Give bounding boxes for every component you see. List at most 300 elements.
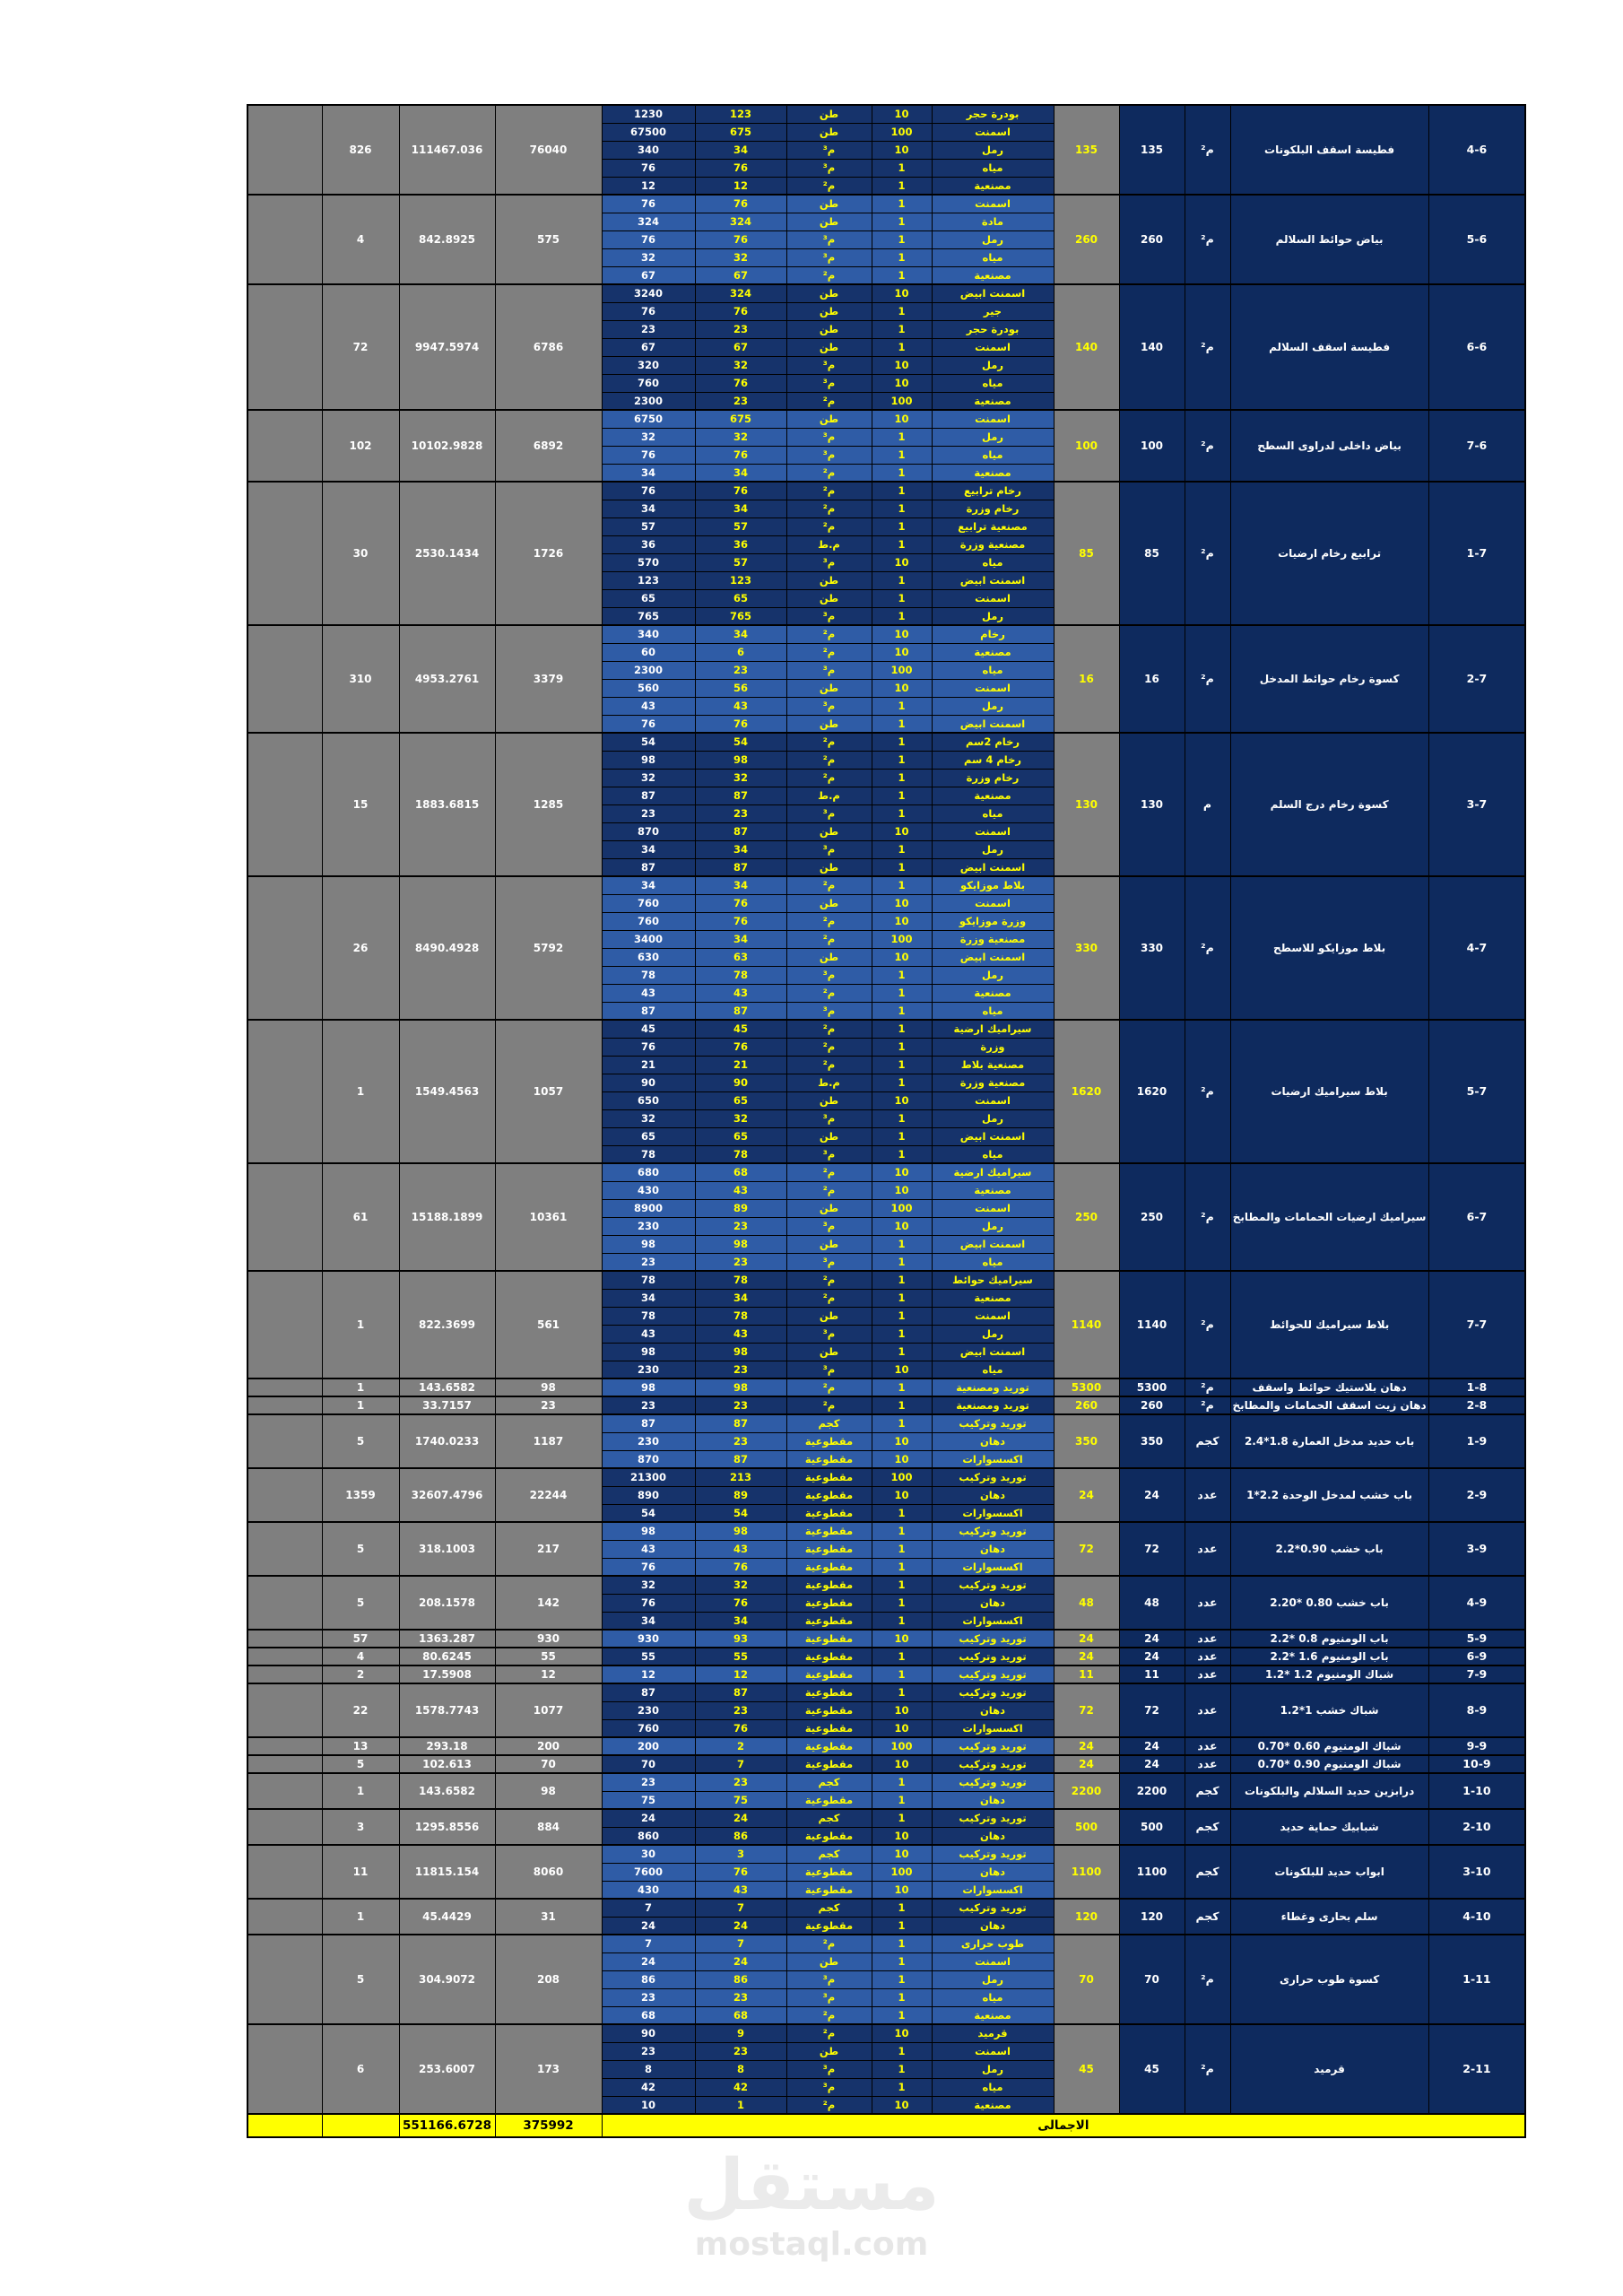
item-id: 8-9	[1428, 1683, 1525, 1737]
watermark-logo: مستقل	[683, 2145, 940, 2226]
sub-material: وزرة	[932, 1038, 1054, 1056]
item-qty-gray: 350	[1054, 1414, 1119, 1468]
group-cost: 143.6582	[399, 1378, 495, 1396]
sub-material: رمل	[932, 1217, 1054, 1235]
watermark-site-url: mostaql.com	[694, 2226, 929, 2263]
boq-row	[247, 1648, 1525, 1665]
sub-factor: 1	[872, 1558, 932, 1576]
item-unit: م²	[1185, 482, 1230, 625]
sub-factor: 10	[872, 374, 932, 392]
boq-row	[247, 1683, 1525, 1701]
sub-factor: 1	[872, 733, 932, 751]
sub-factor: 100	[872, 392, 932, 410]
sub-unit: م³	[786, 446, 872, 464]
sub-material: رمل	[932, 141, 1054, 159]
sub-factor: 1	[872, 2042, 932, 2060]
item-desc: باب خشب لمدخل الوحدة 2.2*1	[1230, 1468, 1428, 1522]
sub-value: 76	[695, 1594, 786, 1612]
group-cost: 111467.036	[399, 105, 495, 195]
item-qty: 260	[1119, 1396, 1185, 1414]
sub-total: 60	[602, 643, 695, 661]
sub-total: 36	[602, 535, 695, 553]
group-count: 5	[322, 1414, 399, 1468]
group-total-qty: 1187	[495, 1414, 602, 1468]
boq-row	[247, 1468, 1525, 1486]
item-unit: عدد	[1185, 1683, 1230, 1737]
sub-factor: 10	[872, 1845, 932, 1863]
sub-unit: مقطوعية	[786, 1630, 872, 1648]
group-empty-cell	[247, 1414, 322, 1468]
sub-total: 67	[602, 338, 695, 356]
sub-material: اسمنت	[932, 1307, 1054, 1325]
item-qty-gray: 16	[1054, 625, 1119, 733]
sub-factor: 1	[872, 858, 932, 876]
sub-value: 123	[695, 571, 786, 589]
sub-unit: مقطوعية	[786, 1881, 872, 1899]
item-qty: 48	[1119, 1576, 1185, 1630]
item-qty: 16	[1119, 625, 1185, 733]
sub-unit: مقطوعية	[786, 1576, 872, 1594]
sub-total: 30	[602, 1845, 695, 1863]
group-cost: 80.6245	[399, 1648, 495, 1665]
sub-total: 12	[602, 1665, 695, 1683]
item-qty: 350	[1119, 1414, 1185, 1468]
item-qty-gray: 260	[1054, 195, 1119, 284]
sub-value: 675	[695, 123, 786, 141]
item-qty-gray: 120	[1054, 1899, 1119, 1935]
sub-material: قرميد	[932, 2024, 1054, 2042]
sub-value: 98	[695, 1343, 786, 1361]
sub-total: 78	[602, 966, 695, 984]
sub-total: 3240	[602, 284, 695, 302]
sub-total: 430	[602, 1881, 695, 1899]
item-desc: باب حديد مدخل العمارة 1.8*2.4	[1230, 1414, 1428, 1468]
group-total-qty: 208	[495, 1935, 602, 2024]
sub-value: 57	[695, 517, 786, 535]
sub-factor: 1	[872, 517, 932, 535]
sub-total: 23	[602, 1253, 695, 1271]
item-id: 2-8	[1428, 1396, 1525, 1414]
sub-total: 24	[602, 1917, 695, 1935]
sub-material: توريد وتركيب	[932, 1414, 1054, 1432]
sub-unit: م³	[786, 966, 872, 984]
sub-value: 23	[695, 1432, 786, 1450]
sub-total: 23	[602, 1988, 695, 2006]
sub-material: رمل	[932, 697, 1054, 715]
group-cost: 15188.1899	[399, 1163, 495, 1271]
sub-factor: 1	[872, 966, 932, 984]
item-qty: 24	[1119, 1737, 1185, 1755]
sub-total: 7600	[602, 1863, 695, 1881]
sub-total: 3400	[602, 930, 695, 948]
sub-value: 87	[695, 858, 786, 876]
item-desc: دهان زيت اسقف الحمامات والمطابخ	[1230, 1396, 1428, 1414]
grand-total-empty-count	[322, 2114, 399, 2137]
sub-factor: 1	[872, 697, 932, 715]
sub-unit: مقطوعية	[786, 1737, 872, 1755]
sub-factor: 1	[872, 1594, 932, 1612]
group-empty-cell	[247, 1630, 322, 1648]
group-total-qty: 5792	[495, 876, 602, 1020]
sub-factor: 1	[872, 769, 932, 787]
group-cost: 102.613	[399, 1755, 495, 1773]
sub-total: 87	[602, 1683, 695, 1701]
sub-unit: م²	[786, 1056, 872, 1074]
sub-material: طوب حرارى	[932, 1935, 1054, 1952]
item-qty: 72	[1119, 1683, 1185, 1737]
item-id: 7-9	[1428, 1665, 1525, 1683]
group-total-qty: 8060	[495, 1845, 602, 1899]
sub-unit: م³	[786, 1109, 872, 1127]
item-unit: م²	[1185, 1271, 1230, 1378]
group-cost: 8490.4928	[399, 876, 495, 1020]
item-desc: دهان بلاستيك حوائط واسقف	[1230, 1378, 1428, 1396]
sub-value: 78	[695, 1145, 786, 1163]
item-desc: كسوة رخام درج السلم	[1230, 733, 1428, 876]
group-cost: 304.9072	[399, 1935, 495, 2024]
sub-unit: طن	[786, 894, 872, 912]
sub-value: 324	[695, 284, 786, 302]
sub-value: 34	[695, 1289, 786, 1307]
sub-value: 76	[695, 1863, 786, 1881]
sub-total: 76	[602, 446, 695, 464]
sub-factor: 10	[872, 1163, 932, 1181]
sub-material: دهان	[932, 1701, 1054, 1719]
sub-factor: 1	[872, 1917, 932, 1935]
group-empty-cell	[247, 1665, 322, 1683]
sub-unit: م²	[786, 266, 872, 284]
sub-unit: م³	[786, 607, 872, 625]
sub-total: 98	[602, 1522, 695, 1540]
group-count: 61	[322, 1163, 399, 1271]
sub-material: وزرة موزايكو	[932, 912, 1054, 930]
sub-unit: طن	[786, 105, 872, 123]
sub-value: 76	[695, 894, 786, 912]
sub-value: 57	[695, 553, 786, 571]
sub-value: 67	[695, 338, 786, 356]
boq-row	[247, 1522, 1525, 1540]
boq-row	[247, 1020, 1525, 1038]
sub-material: مصنعية	[932, 2006, 1054, 2024]
group-cost: 1295.8556	[399, 1809, 495, 1845]
sub-value: 76	[695, 482, 786, 500]
sub-unit: م³	[786, 553, 872, 571]
sub-material: رمل	[932, 1325, 1054, 1343]
sub-factor: 1	[872, 1038, 932, 1056]
sub-factor: 10	[872, 679, 932, 697]
sub-factor: 1	[872, 1648, 932, 1665]
group-empty-cell	[247, 876, 322, 1020]
sub-factor: 10	[872, 1755, 932, 1773]
item-desc: باب الومنيوم 0.8 *2.2	[1230, 1630, 1428, 1648]
grand-total-qty: 375992	[495, 2114, 602, 2137]
sub-total: 43	[602, 697, 695, 715]
sub-factor: 1	[872, 1952, 932, 1970]
sub-material: مياه	[932, 1145, 1054, 1163]
sub-value: 43	[695, 697, 786, 715]
sub-material: مادة	[932, 213, 1054, 230]
item-qty: 1100	[1119, 1845, 1185, 1899]
boq-row	[247, 1378, 1525, 1396]
boq-row	[247, 1845, 1525, 1863]
sub-factor: 10	[872, 284, 932, 302]
boq-row	[247, 1271, 1525, 1289]
sub-material: رخام	[932, 625, 1054, 643]
sub-material: اكسسوارات	[932, 1881, 1054, 1899]
boq-row	[247, 876, 1525, 894]
sub-unit: م.ط	[786, 535, 872, 553]
boq-row	[247, 1163, 1525, 1181]
sub-total: 10	[602, 2096, 695, 2114]
item-qty-gray: 24	[1054, 1648, 1119, 1665]
item-desc: باب خشب 0.80 *2.20	[1230, 1576, 1428, 1630]
sub-value: 12	[695, 1665, 786, 1683]
item-qty-gray: 24	[1054, 1737, 1119, 1755]
sub-total: 860	[602, 1827, 695, 1845]
sub-factor: 1	[872, 1522, 932, 1540]
sub-value: 98	[695, 751, 786, 769]
sub-unit: مقطوعية	[786, 1648, 872, 1665]
sub-material: توريد ومصنعية	[932, 1378, 1054, 1396]
sub-value: 89	[695, 1486, 786, 1504]
sub-factor: 1	[872, 230, 932, 248]
group-empty-cell	[247, 105, 322, 195]
sub-total: 630	[602, 948, 695, 966]
sub-factor: 10	[872, 1881, 932, 1899]
sub-total: 430	[602, 1181, 695, 1199]
item-id: 2-10	[1428, 1809, 1525, 1845]
group-total-qty: 70	[495, 1755, 602, 1773]
sub-factor: 1	[872, 1271, 932, 1289]
group-empty-cell	[247, 284, 322, 410]
sub-unit: مقطوعية	[786, 1863, 872, 1881]
sub-factor: 1	[872, 1504, 932, 1522]
sub-unit: طن	[786, 320, 872, 338]
sub-value: 34	[695, 500, 786, 517]
sub-value: 78	[695, 1307, 786, 1325]
sub-factor: 100	[872, 1863, 932, 1881]
sub-value: 7	[695, 1755, 786, 1773]
item-id: 4-7	[1428, 876, 1525, 1020]
group-count: 1	[322, 1020, 399, 1163]
sub-value: 98	[695, 1522, 786, 1540]
item-qty-gray: 250	[1054, 1163, 1119, 1271]
sub-factor: 100	[872, 123, 932, 141]
sub-factor: 1	[872, 1145, 932, 1163]
sub-material: مصنعية وزرة	[932, 535, 1054, 553]
sub-total: 76	[602, 230, 695, 248]
sub-value: 76	[695, 715, 786, 733]
sub-value: 43	[695, 1325, 786, 1343]
sub-factor: 100	[872, 1468, 932, 1486]
boq-body	[247, 105, 1525, 2137]
sub-unit: طن	[786, 338, 872, 356]
sub-material: بلاط موزايكو	[932, 876, 1054, 894]
sub-total: 65	[602, 589, 695, 607]
sub-unit: م²	[786, 1396, 872, 1414]
sub-value: 23	[695, 661, 786, 679]
boq-row	[247, 1576, 1525, 1594]
group-empty-cell	[247, 1468, 322, 1522]
sub-unit: طن	[786, 1199, 872, 1217]
sub-material: بودرة حجر	[932, 320, 1054, 338]
sub-factor: 1	[872, 1791, 932, 1809]
group-count: 26	[322, 876, 399, 1020]
sub-material: سيراميك ارضية	[932, 1163, 1054, 1181]
sub-unit: كجم	[786, 1899, 872, 1917]
boq-row	[247, 410, 1525, 428]
group-count: 1	[322, 1378, 399, 1396]
sub-material: مصنعية	[932, 1181, 1054, 1199]
item-qty-gray: 1620	[1054, 1020, 1119, 1163]
sub-unit: م²	[786, 392, 872, 410]
group-total-qty: 173	[495, 2024, 602, 2114]
group-empty-cell	[247, 1020, 322, 1163]
sub-value: 24	[695, 1917, 786, 1935]
group-total-qty: 1285	[495, 733, 602, 876]
sub-factor: 100	[872, 1199, 932, 1217]
sub-total: 87	[602, 1002, 695, 1020]
sub-material: دهان	[932, 1594, 1054, 1612]
sub-material: توريد وتركيب	[932, 1809, 1054, 1827]
boq-row	[247, 2024, 1525, 2042]
item-id: 5-9	[1428, 1630, 1525, 1648]
sub-total: 90	[602, 1074, 695, 1091]
boq-row	[247, 195, 1525, 213]
group-count: 30	[322, 482, 399, 625]
item-qty-gray: 72	[1054, 1683, 1119, 1737]
sub-material: اسمنت	[932, 1952, 1054, 1970]
sub-factor: 1	[872, 428, 932, 446]
sub-total: 32	[602, 248, 695, 266]
sub-factor: 1	[872, 1396, 932, 1414]
sub-factor: 1	[872, 1235, 932, 1253]
sub-material: مياه	[932, 1002, 1054, 1020]
sub-unit: م²	[786, 625, 872, 643]
sub-unit: مقطوعية	[786, 1917, 872, 1935]
item-id: 9-9	[1428, 1737, 1525, 1755]
item-id: 1-10	[1428, 1773, 1525, 1809]
item-unit: عدد	[1185, 1630, 1230, 1648]
sub-total: 42	[602, 2078, 695, 2096]
sub-total: 230	[602, 1432, 695, 1450]
sub-value: 23	[695, 1701, 786, 1719]
item-qty-gray: 85	[1054, 482, 1119, 625]
sub-material: سيراميك حوائط	[932, 1271, 1054, 1289]
sub-material: توريد وتركيب	[932, 1630, 1054, 1648]
group-empty-cell	[247, 1773, 322, 1809]
group-total-qty: 884	[495, 1809, 602, 1845]
item-id: 3-7	[1428, 733, 1525, 876]
boq-row	[247, 1773, 1525, 1791]
sub-value: 32	[695, 356, 786, 374]
item-qty: 135	[1119, 105, 1185, 195]
sub-total: 760	[602, 374, 695, 392]
sub-unit: طن	[786, 1307, 872, 1325]
item-qty: 1140	[1119, 1271, 1185, 1378]
item-id: 3-9	[1428, 1522, 1525, 1576]
sub-unit: م³	[786, 697, 872, 715]
item-desc: شباك خشب 1*1.2	[1230, 1683, 1428, 1737]
sub-factor: 10	[872, 1361, 932, 1378]
sub-value: 32	[695, 769, 786, 787]
boq-row	[247, 1809, 1525, 1827]
sub-unit: م³	[786, 1988, 872, 2006]
sub-unit: م³	[786, 230, 872, 248]
sub-unit: طن	[786, 2042, 872, 2060]
sub-value: 43	[695, 1881, 786, 1899]
sub-factor: 10	[872, 1091, 932, 1109]
sub-unit: م³	[786, 1361, 872, 1378]
sub-total: 87	[602, 1414, 695, 1432]
sub-material: رمل	[932, 966, 1054, 984]
sub-factor: 1	[872, 1773, 932, 1791]
sub-total: 870	[602, 822, 695, 840]
sub-value: 76	[695, 1719, 786, 1737]
sub-material: دهان	[932, 1917, 1054, 1935]
group-total-qty: 76040	[495, 105, 602, 195]
item-qty-gray: 45	[1054, 2024, 1119, 2114]
item-unit: م²	[1185, 1935, 1230, 2024]
sub-value: 90	[695, 1074, 786, 1091]
sub-unit: طن	[786, 715, 872, 733]
item-id: 7-6	[1428, 410, 1525, 482]
sub-material: اسمنت ابيض	[932, 715, 1054, 733]
sub-total: 2300	[602, 661, 695, 679]
item-id: 1-11	[1428, 1935, 1525, 2024]
sub-material: رخام ترابيع	[932, 482, 1054, 500]
group-total-qty: 10361	[495, 1163, 602, 1271]
sub-value: 56	[695, 679, 786, 697]
sub-total: 98	[602, 1343, 695, 1361]
sub-unit: م²	[786, 482, 872, 500]
sub-unit: كجم	[786, 1809, 872, 1827]
item-qty-gray: 24	[1054, 1755, 1119, 1773]
item-id: 1-9	[1428, 1414, 1525, 1468]
sub-material: رمل	[932, 607, 1054, 625]
sub-factor: 10	[872, 1701, 932, 1719]
sub-unit: م³	[786, 248, 872, 266]
group-count: 11	[322, 1845, 399, 1899]
sub-factor: 10	[872, 1827, 932, 1845]
item-qty: 11	[1119, 1665, 1185, 1683]
sub-value: 32	[695, 1109, 786, 1127]
sub-material: اكسسوارات	[932, 1558, 1054, 1576]
sub-value: 78	[695, 1271, 786, 1289]
sub-material: اسمنت	[932, 1199, 1054, 1217]
sub-value: 76	[695, 1038, 786, 1056]
sub-unit: م³	[786, 2060, 872, 2078]
item-id: 3-10	[1428, 1845, 1525, 1899]
sub-value: 45	[695, 1020, 786, 1038]
sub-value: 76	[695, 302, 786, 320]
sub-factor: 1	[872, 1307, 932, 1325]
item-qty-gray: 1140	[1054, 1271, 1119, 1378]
sub-unit: مقطوعية	[786, 1540, 872, 1558]
item-id: 4-10	[1428, 1899, 1525, 1935]
group-cost: 842.8925	[399, 195, 495, 284]
sub-total: 76	[602, 1038, 695, 1056]
sub-unit: م²	[786, 1271, 872, 1289]
sub-total: 34	[602, 1289, 695, 1307]
sub-value: 34	[695, 1612, 786, 1630]
sub-factor: 1	[872, 1665, 932, 1683]
sub-unit: م²	[786, 2006, 872, 2024]
group-cost: 1740.0233	[399, 1414, 495, 1468]
sub-material: اسمنت ابيض	[932, 948, 1054, 966]
sub-total: 200	[602, 1737, 695, 1755]
item-unit: عدد	[1185, 1737, 1230, 1755]
